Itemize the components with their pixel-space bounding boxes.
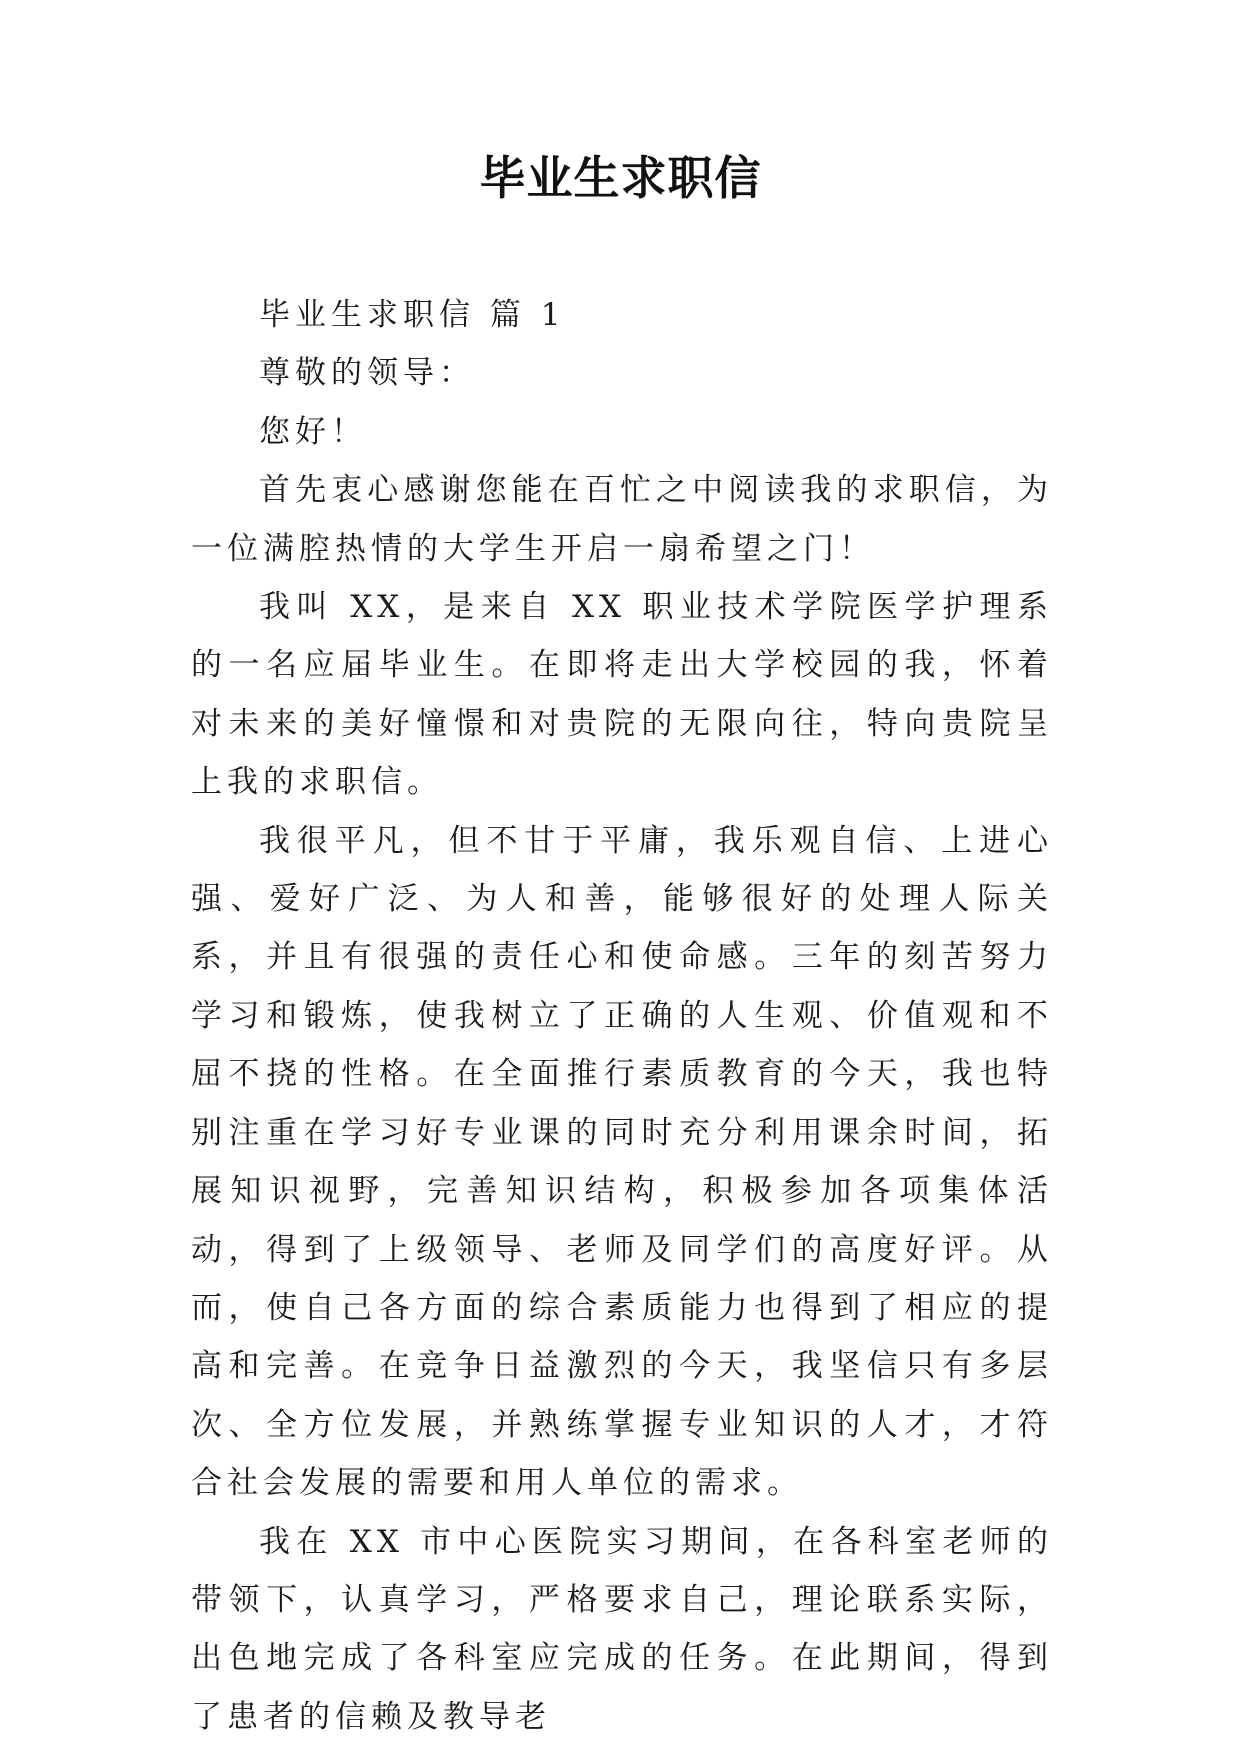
salutation: 尊敬的领导： <box>259 355 475 392</box>
paragraph-internship: 我在 XX 市中心医院实习期间，在各科室老师的带领下，认真学习，严格要求自己，理论联系实际，出色地完成了各科室应完成的任务。在此期间，得到了患者的信赖及教导老 <box>191 1523 1053 1735</box>
document-body <box>191 286 1053 1746</box>
section-heading: 毕业生求职信 篇 1 <box>259 297 566 333</box>
paragraph-personality: 我很平凡，但不甘于平庸，我乐观自信、上进心强、爱好广泛、为人和善，能够很好的处理人际关系，并且有很强的责任心和使命感。三年的刻苦努力学习和锻炼，使我树立了正确的人生观、价值观和不屈不挠的性格。在全面推行素质教育的今天，我也特别注重在学习好专业课的同时充分利用课余时间，拓展知识视野，完善知识结构，积极参加各项集体活动，得到了上级领导、老师及同学们的高度好评。从而，使自己各方面的综合素质能力也得到了相应的提高和完善。在竞争日益激烈的今天，我坚信只有多层次、全方位发展，并熟练掌握专业知识的人才，才符合社会发展的需要和用人单位的需求。 <box>191 822 1053 1502</box>
document-title: 毕业生求职信 <box>479 151 762 205</box>
paragraph-self-intro: 我叫 XX，是来自 XX 职业技术学院医学护理系的一名应届毕业生。在即将走出大学校园的我，怀着对未来的美好憧憬和对贵院的无限向往，特向贵院呈上我的求职信。 <box>191 589 1053 801</box>
greeting: 您好！ <box>259 413 367 450</box>
paragraph-intro: 首先衷心感谢您能在百忙之中阅读我的求职信，为一位满腔热情的大学生开启一扇希望之门！ <box>191 472 1053 567</box>
